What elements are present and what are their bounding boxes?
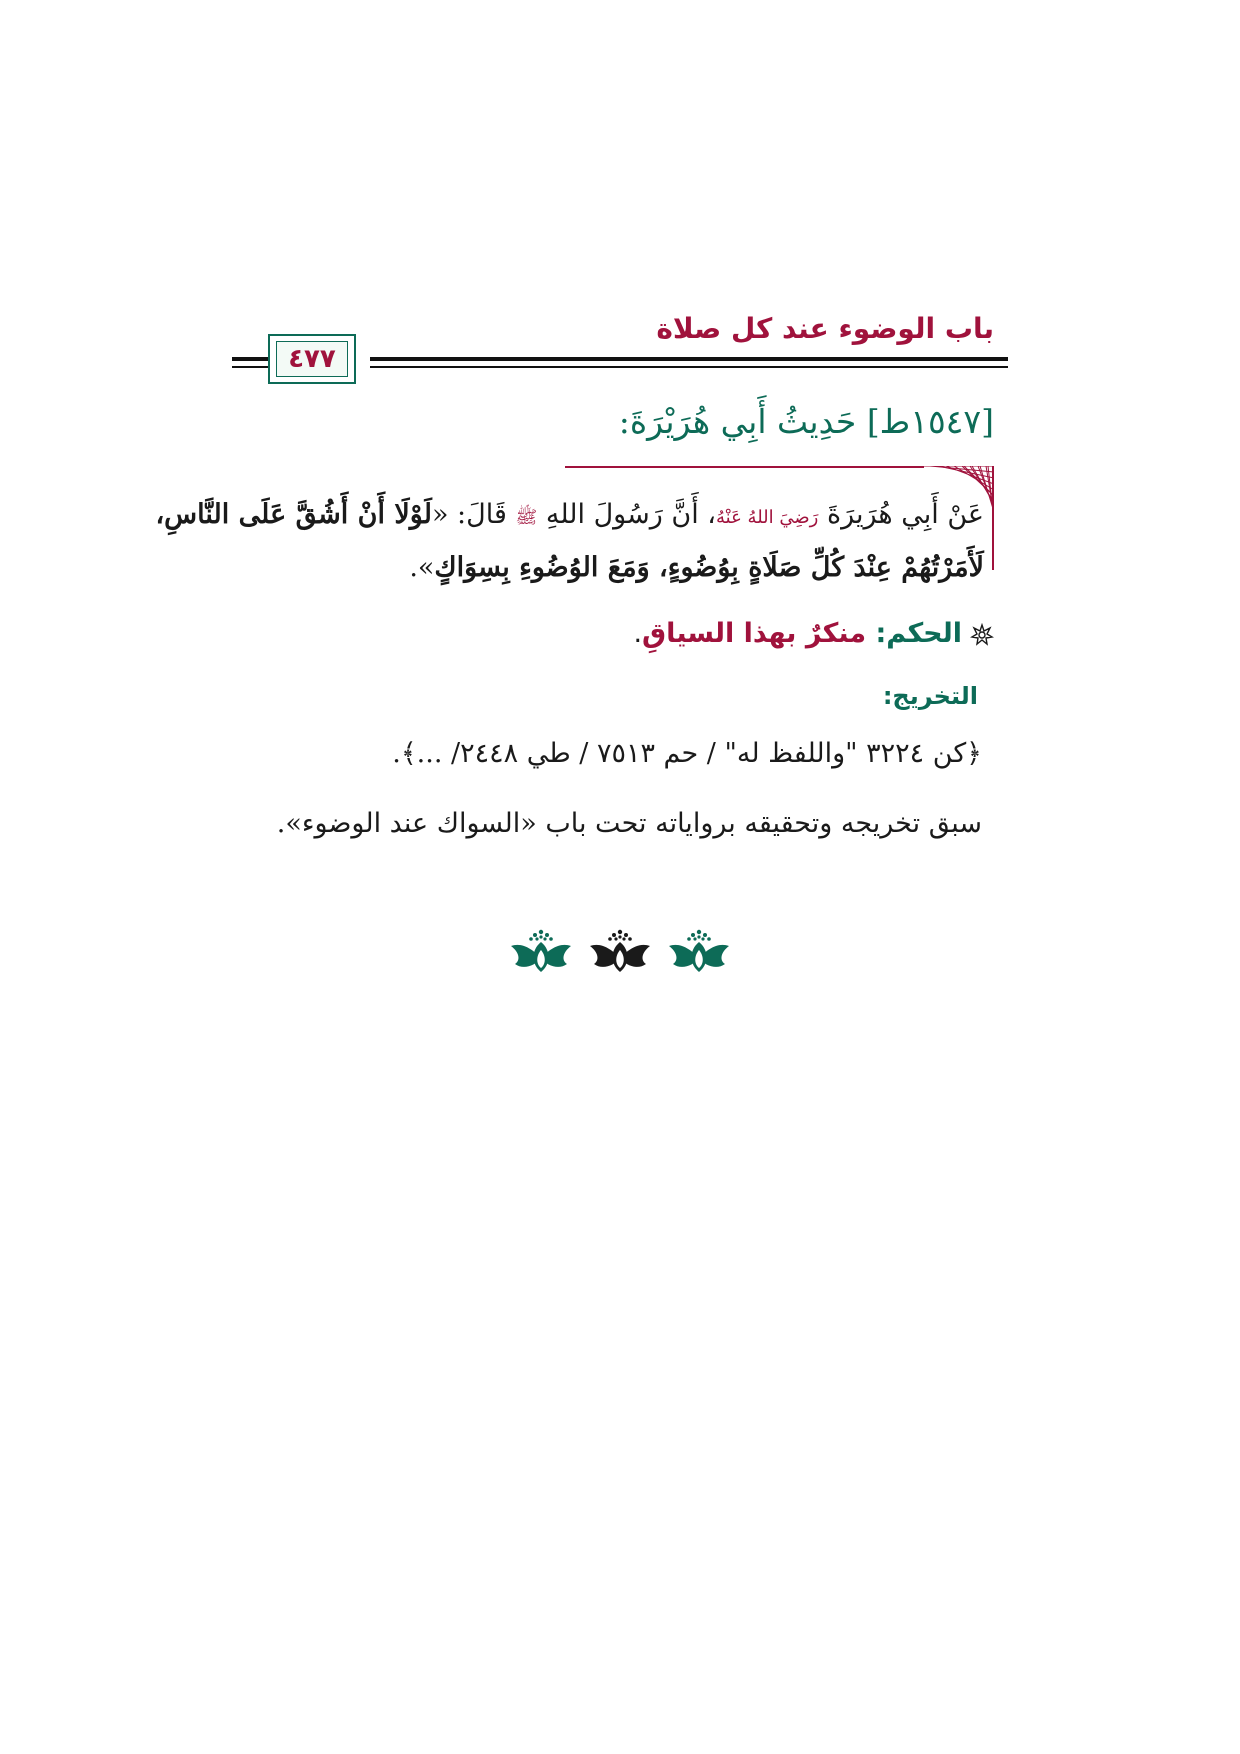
- header-rule: [370, 357, 1008, 373]
- quote-top-rule: [565, 466, 924, 468]
- page-number-badge: [268, 334, 356, 384]
- hadith-quote-part-1: لَوْلَا أَنْ أَشُقَّ عَلَى النَّاسِ،: [155, 499, 432, 530]
- header-rule-left: [232, 357, 268, 373]
- ruling-value: منكرٌ بهذا السياقِ: [642, 618, 867, 649]
- lotus-ornament-icon: [509, 924, 731, 976]
- lotus-green-right: [669, 930, 729, 972]
- takhrij-label: التخريج:: [882, 682, 978, 710]
- hadith-line-2: [246, 543, 984, 593]
- hadith-line-1: [155, 490, 984, 543]
- hadith-quote-part-2: لَأَمَرْتُهُمْ عِنْدَ كُلِّ صَلَاةٍ بِوُضُوءٍ، وَمَعَ الوُضُوءِ بِسِوَاكٍ: [434, 552, 984, 583]
- said-text: قَالَ: «: [431, 499, 507, 530]
- lotus-green-left: [511, 930, 571, 972]
- chapter-title: باب الوضوء عند كل صلاة: [656, 312, 994, 345]
- companion-honorific: رَضِيَ اللهُ عَنْهُ: [716, 507, 819, 528]
- prophet-honorific: ﷺ: [515, 507, 538, 528]
- ruling-label: الحكم:: [875, 618, 962, 649]
- ruling: [633, 618, 994, 649]
- hadith-text: [155, 490, 984, 593]
- page-number: ٤٧٧: [288, 344, 336, 374]
- prophet-text: ، أَنَّ رَسُولَ اللهِ: [545, 499, 717, 530]
- hadith-title: حَدِيثُ أَبِي هُرَيْرَةَ:: [618, 402, 857, 441]
- flower-bullet-icon: [970, 623, 994, 647]
- hadith-number: [١٥٤٧ط]: [866, 402, 994, 441]
- quote-close: ».: [409, 552, 435, 583]
- hadith-heading: [619, 402, 994, 441]
- takhrij-note: سبق تخريجه وتحقيقه برواياته تحت باب «السواك عند الوضوء».: [276, 808, 982, 839]
- narrator-text: عَنْ أَبِي هُرَيرَةَ: [826, 499, 984, 530]
- lotus-black-center: [590, 930, 650, 972]
- ruling-period: .: [633, 618, 643, 649]
- takhrij-sources: ﴿كن ٣٢٢٤ "واللفظ له" / حم ٧٥١٣ / طي ٢٤٤٨/ ...﴾.: [392, 738, 982, 769]
